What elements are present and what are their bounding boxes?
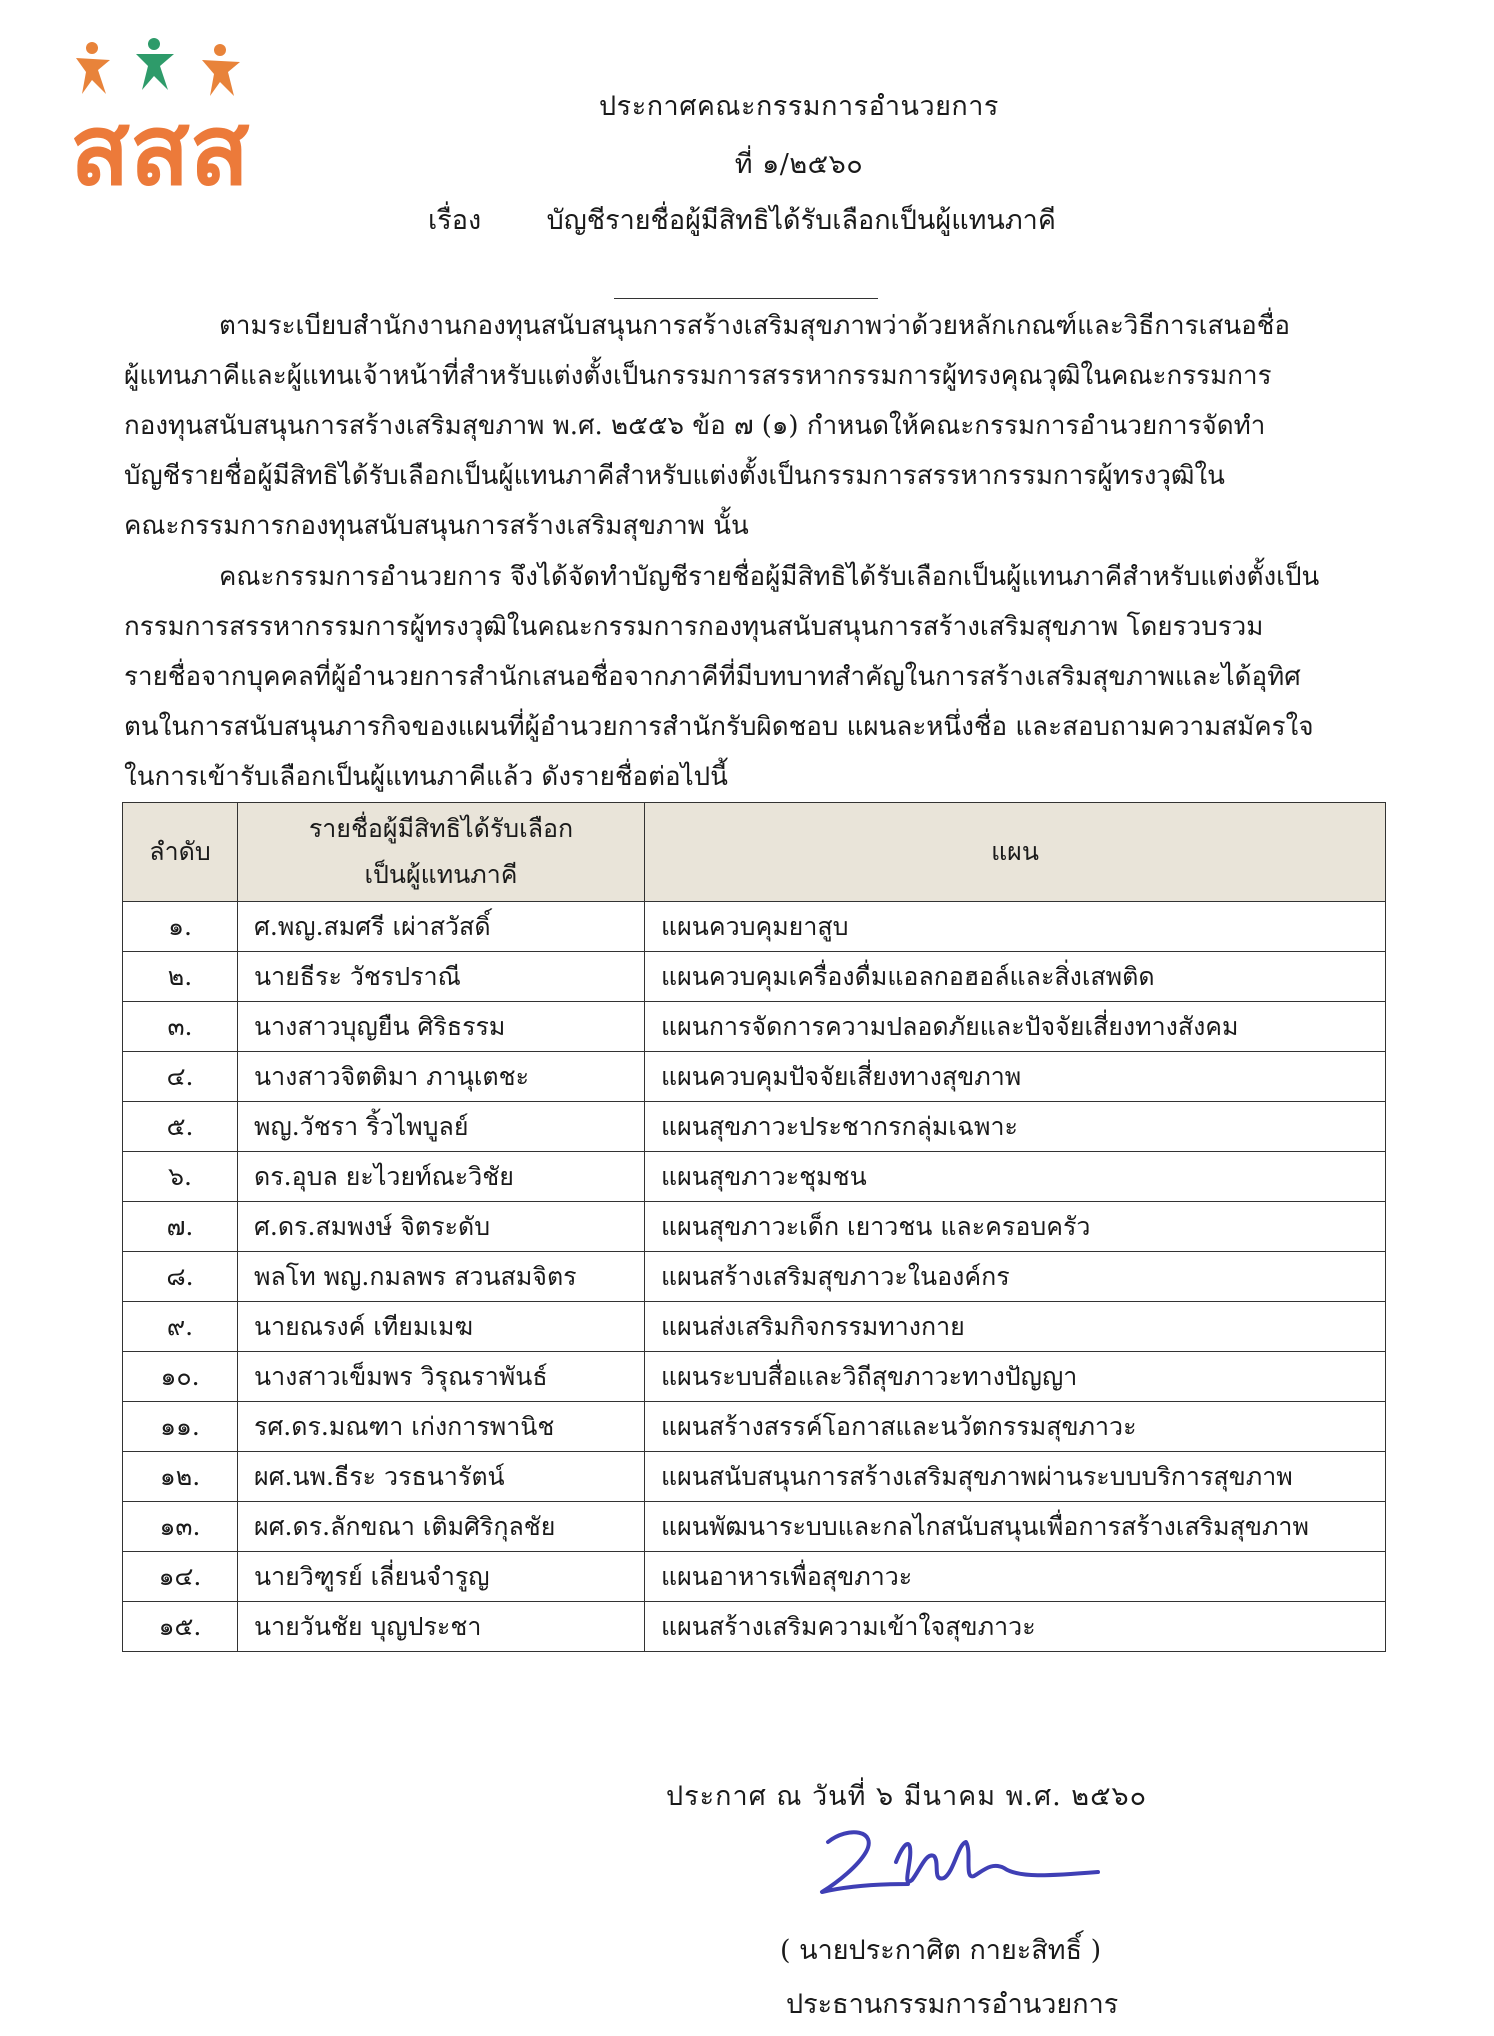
row-plan: แผนสุขภาวะเด็ก เยาวชน และครอบครัว [645,1202,1386,1252]
row-number: ๑๔. [123,1552,238,1602]
row-number: ๑๓. [123,1502,238,1552]
row-name: นางสาวบุญยืน ศิริธรรม [238,1002,645,1052]
table-row [123,1552,1386,1602]
row-plan: แผนสร้างเสริมสุขภาวะในองค์กร [645,1252,1386,1302]
paragraph-1 [124,301,1372,551]
row-plan: แผนอาหารเพื่อสุขภาวะ [645,1552,1386,1602]
row-name: นายธีระ วัชรปราณี [238,952,645,1002]
paragraph-line: กองทุนสนับสนุนการสร้างเสริมสุขภาพ พ.ศ. ๒๕๕๖ ข้อ ๗ (๑) กำหนดให้คณะกรรมการอำนวยการจัดทำ [124,411,1266,441]
table-row [123,952,1386,1002]
table-row [123,1402,1386,1452]
row-name: ดร.อุบล ยะไวยท์ณะวิชัย [238,1152,645,1202]
table-row [123,1302,1386,1352]
paragraph-line: รายชื่อจากบุคคลที่ผู้อำนวยการสำนักเสนอชื่อจากภาคีที่มีบทบาทสำคัญในการสร้างเสริมสุขภาพและได้อุทิศ [124,662,1301,692]
table-row [123,1002,1386,1052]
row-name: ศ.ดร.สมพงษ์ จิตระดับ [238,1202,645,1252]
row-name: ผศ.ดร.ลักขณา เติมศิริกุลชัย [238,1502,645,1552]
row-number: ๑๕. [123,1602,238,1652]
row-number: ๒. [123,952,238,1002]
row-number: ๕. [123,1102,238,1152]
table-row [123,1352,1386,1402]
table-row [123,1602,1386,1652]
subject-line [428,198,1056,241]
paragraph-line: คณะกรรมการอำนวยการ จึงได้จัดทำบัญชีรายชื่อผู้มีสิทธิได้รับเลือกเป็นผู้แทนภาคีสำหรับแต่งตั้งเป็น [219,562,1320,592]
row-name: ผศ.นพ.ธีระ วรธนารัตน์ [238,1452,645,1502]
row-name: นางสาวเข็มพร วิรุณราพันธ์ [238,1352,645,1402]
table-row [123,1052,1386,1102]
table-row [123,1502,1386,1552]
paragraph-line: ผู้แทนภาคีและผู้แทนเจ้าหน้าที่สำหรับแต่งตั้งเป็นกรรมการสรรหากรรมการผู้ทรงคุณวุฒิในคณะกรรมการ [124,361,1272,391]
signer-name: ( นายประกาศิต กายะสิทธิ์ ) [780,1935,1102,1966]
paragraph-line: ตามระเบียบสำนักงานกองทุนสนับสนุนการสร้างเสริมสุขภาพว่าด้วยหลักเกณฑ์และวิธีการเสนอชื่อ [219,311,1290,341]
row-plan: แผนส่งเสริมกิจกรรมทางกาย [645,1302,1386,1352]
subject-label: เรื่อง [428,205,482,236]
announcement-date: ประกาศ ณ วันที่ ๖ มีนาคม พ.ศ. ๒๕๖๐ [666,1781,1148,1812]
header-name-line2: เป็นผู้แทนภาคี [364,860,518,889]
table-row [123,902,1386,952]
announcement-number: ที่ ๑/๒๕๖๐ [734,149,864,180]
row-plan: แผนควบคุมเครื่องดื่มแอลกอฮอล์และสิ่งเสพติด [645,952,1386,1002]
row-name: นางสาวจิตติมา ภานุเตชะ [238,1052,645,1102]
table-header-row [123,803,1386,902]
paragraph-2 [124,552,1372,802]
paragraph-line: ในการเข้ารับเลือกเป็นผู้แทนภาคีแล้ว ดังรายชื่อต่อไปนี้ [124,762,728,792]
header-name-line1: รายชื่อผู้มีสิทธิได้รับเลือก [308,814,574,843]
table-row [123,1102,1386,1152]
row-number: ๖. [123,1152,238,1202]
paragraph-line: ตนในการสนับสนุนภารกิจของแผนที่ผู้อำนวยการสำนักรับผิดชอบ แผนละหนึ่งชื่อ และสอบถามความสมัครใจ [124,712,1314,742]
row-plan: แผนสนับสนุนการสร้างเสริมสุขภาพผ่านระบบบริการสุขภาพ [645,1452,1386,1502]
header-order: ลำดับ [123,803,238,902]
row-plan: แผนสุขภาวะชุมชน [645,1152,1386,1202]
logo-wordmark: สสส [70,94,250,196]
row-name: พญ.วัชรา ริ้วไพบูลย์ [238,1102,645,1152]
row-number: ๑๑. [123,1402,238,1452]
row-name: ศ.พญ.สมศรี เผ่าสวัสดิ์ [238,902,645,952]
row-plan: แผนสร้างเสริมความเข้าใจสุขภาวะ [645,1602,1386,1652]
subject-text: บัญชีรายชื่อผู้มีสิทธิได้รับเลือกเป็นผู้แทนภาคี [546,205,1056,236]
row-number: ๙. [123,1302,238,1352]
row-number: ๔. [123,1052,238,1102]
representatives-table [122,802,1386,1652]
header-divider [614,298,878,299]
row-number: ๑๒. [123,1452,238,1502]
row-plan: แผนการจัดการความปลอดภัยและปัจจัยเสี่ยงทางสังคม [645,1002,1386,1052]
signer-title: ประธานกรรมการอำนวยการ [786,1989,1119,2020]
row-name: นายวันชัย บุญประชา [238,1602,645,1652]
row-number: ๗. [123,1202,238,1252]
table-row [123,1252,1386,1302]
row-name: นายณรงค์ เทียมเมฆ [238,1302,645,1352]
row-name: นายวิฑูรย์ เลี่ยนจำรูญ [238,1552,645,1602]
row-number: ๑. [123,902,238,952]
row-plan: แผนสร้างสรรค์โอกาสและนวัตกรรมสุขภาวะ [645,1402,1386,1452]
header-plan: แผน [645,803,1386,902]
row-plan: แผนควบคุมยาสูบ [645,902,1386,952]
header-name [238,803,645,902]
row-name: รศ.ดร.มณฑา เก่งการพานิช [238,1402,645,1452]
paragraph-line: บัญชีรายชื่อผู้มีสิทธิได้รับเลือกเป็นผู้แทนภาคีสำหรับแต่งตั้งเป็นกรรมการสรรหากรรมการผู้ทรงวุฒิใน [124,461,1225,491]
row-number: ๑๐. [123,1352,238,1402]
row-name: พลโท พญ.กมลพร สวนสมจิตร [238,1252,645,1302]
paragraph-line: กรรมการสรรหากรรมการผู้ทรงวุฒิในคณะกรรมการกองทุนสนับสนุนการสร้างเสริมสุขภาพ โดยรวบรวม [124,612,1264,642]
table-row [123,1202,1386,1252]
row-plan: แผนพัฒนาระบบและกลไกสนับสนุนเพื่อการสร้างเสริมสุขภาพ [645,1502,1386,1552]
row-number: ๓. [123,1002,238,1052]
row-plan: แผนสุขภาวะประชากรกลุ่มเฉพาะ [645,1102,1386,1152]
signature-image [808,1822,1108,1912]
paragraph-line: คณะกรรมการกองทุนสนับสนุนการสร้างเสริมสุขภาพ นั้น [124,511,749,541]
announcement-title: ประกาศคณะกรรมการอำนวยการ [599,91,999,122]
table-row [123,1152,1386,1202]
row-number: ๘. [123,1252,238,1302]
table-row [123,1452,1386,1502]
row-plan: แผนควบคุมปัจจัยเสี่ยงทางสุขภาพ [645,1052,1386,1102]
row-plan: แผนระบบสื่อและวิถีสุขภาวะทางปัญญา [645,1352,1386,1402]
